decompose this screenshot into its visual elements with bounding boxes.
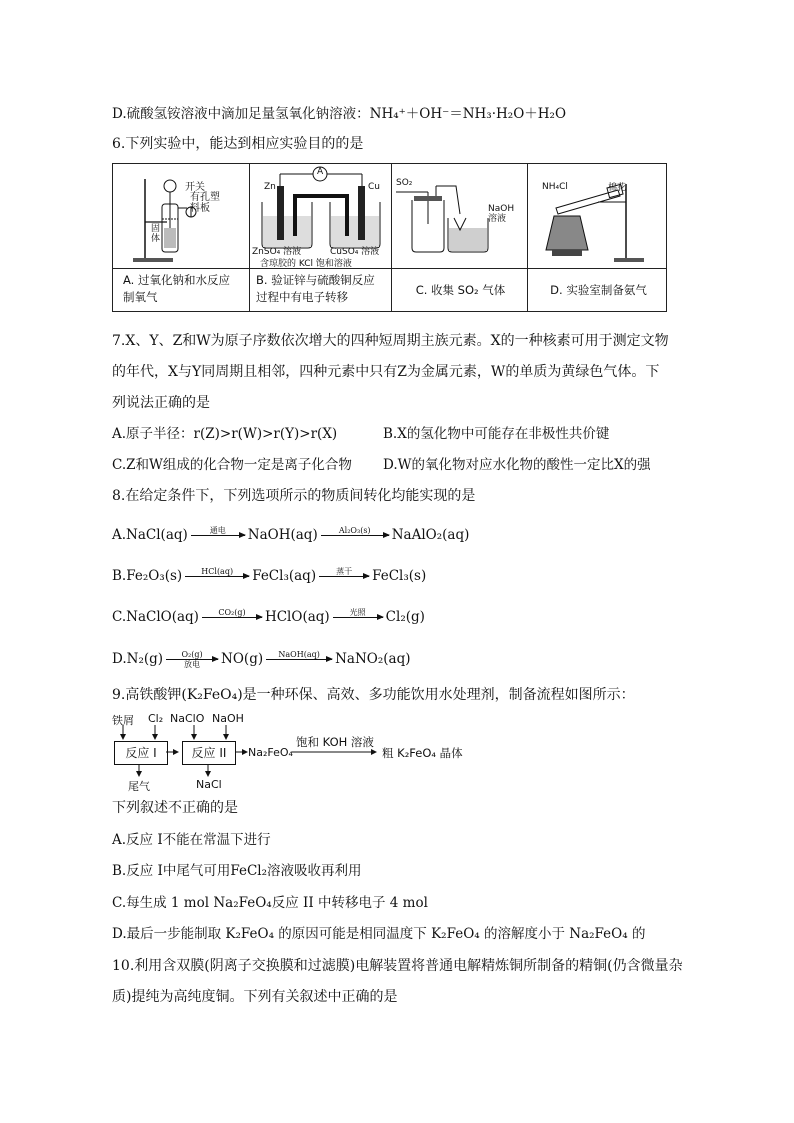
question-7-line-1: 7.X、Y、Z和W为原子序数依次增大的四种短周期主族元素。X的一种核素可用于测定文物: [112, 333, 669, 349]
q6-option-b: B. 验证锌与硫酸铜反应过程中有电子转移: [256, 273, 375, 304]
q6-image-b: [250, 164, 391, 269]
flow-iron: 铁屑: [112, 714, 134, 727]
question-7-line-2: 的年代，X与Y同周期且相邻，四种元素中只有Z为金属元素，W的单质为黄绿色气体。下: [112, 364, 660, 380]
q6-apparatus-table: [112, 163, 667, 312]
q8c-left: C.NaClO(aq): [112, 609, 199, 625]
kipp-apparatus-illustration: [113, 164, 249, 267]
question-7-line-3: 列说法正确的是: [112, 395, 210, 411]
q6-cell-d: [528, 164, 667, 311]
q8b-left: B.Fe₂O₃(s): [112, 568, 183, 584]
flow-naclo: NaClO: [170, 712, 205, 725]
q8c-cond-2: 光照: [349, 607, 366, 617]
label-nh4cl: NH₄Cl: [542, 182, 568, 192]
label-znso4: ZnSO₄ 溶液: [252, 247, 302, 257]
q7-option-c: C.Z和W组成的化合物一定是离子化合物: [112, 457, 352, 473]
q6-cell-b: [250, 164, 392, 311]
q8b-cond-1: HCl(aq): [201, 566, 234, 576]
q8b-mid: FeCl₃(aq): [252, 568, 317, 584]
q6-cell-c: [392, 164, 528, 311]
label-switch: 开关: [185, 182, 205, 193]
q8d-arrow-2: [266, 650, 332, 669]
flow-cl2: Cl₂: [148, 712, 164, 725]
q8-option-c: [112, 604, 425, 630]
flow-reaction-1: 反应 I: [114, 741, 168, 765]
label-salt-bridge: 含琼胶的 KCl 饱和溶液: [260, 259, 352, 269]
q9-option-c: C.每生成 1 mol Na₂FeO₄反应 II 中转移电子 4 mol: [112, 895, 428, 911]
ammonia-preparation-illustration: [528, 164, 667, 267]
label-so2: SO₂: [396, 178, 413, 188]
q9-option-b: B.反应 I中尾气可用FeCl₂溶液吸收再利用: [112, 863, 362, 879]
q8d-cond-1: O₂(g): [181, 649, 203, 659]
q8d-cond-2: NaOH(aq): [278, 649, 320, 659]
q8a-right: NaAlO₂(aq): [391, 527, 470, 543]
question-10-line-1: 10.利用含双膜(阴离子交换膜和过滤膜)电解装置将普通电解精炼铜所制备的精铜(仍含微量杂: [112, 958, 683, 974]
flow-reaction-2: 反应 II: [182, 741, 236, 765]
q8b-cond-2: 蒸干: [336, 566, 353, 576]
q9-flow-diagram: [112, 712, 512, 792]
q8a-left: A.NaCl(aq): [112, 527, 188, 543]
label-plate: 有孔塑料板: [190, 192, 220, 214]
label-ammeter: A: [317, 167, 324, 177]
question-10-line-2: 质)提纯为高纯度铜。下列有关叙述中正确的是: [112, 989, 398, 1005]
q8d-cond-1b: 放电: [184, 659, 201, 669]
q8c-right: Cl₂(g): [385, 609, 425, 625]
label-naoh-solution: NaOH溶液: [488, 204, 515, 224]
label-cotton: 棉花: [608, 183, 627, 193]
q8a-arrow-1: [191, 526, 245, 545]
q6-image-a: [113, 164, 249, 269]
q8-option-d: [112, 644, 411, 674]
q8b-arrow-2: [319, 567, 369, 586]
q8d-left: D.N₂(g): [112, 651, 164, 667]
q5-option-d: D.硫酸氢铵溶液中滴加足量氢氧化钠溶液：NH₄⁺＋OH⁻＝NH₃·H₂O＋H₂O: [112, 106, 567, 122]
flow-nacl: NaCl: [196, 778, 222, 791]
q9-option-a: A.反应 I不能在常温下进行: [112, 832, 271, 848]
q6-image-c: [392, 164, 527, 269]
q6-image-d: [528, 164, 667, 269]
q8a-mid: NaOH(aq): [247, 527, 318, 543]
q8d-arrow-1: [166, 650, 218, 669]
q7-option-d: D.W的氧化物对应水化物的酸性一定比X的强: [383, 457, 651, 473]
label-cu: Cu: [368, 182, 380, 192]
q8c-arrow-1: [202, 608, 262, 627]
flow-waste-gas: 尾气: [128, 780, 150, 793]
question-6-stem: 6.下列实验中，能达到相应实验目的的是: [112, 136, 364, 152]
q8-option-b: [112, 563, 426, 589]
flow-na2feo4: Na₂FeO₄: [248, 746, 293, 759]
q6-option-c: C. 收集 SO₂ 气体: [415, 283, 506, 297]
question-9-stem: 9.高铁酸钾(K₂FeO₄)是一种环保、高效、多功能饮用水处理剂，制备流程如图所示：: [112, 687, 635, 703]
q8d-right: NaNO₂(aq): [335, 651, 411, 667]
q8b-arrow-1: [185, 567, 249, 586]
q8a-cond-2: Al₂O₃(s): [338, 525, 371, 535]
q8c-mid: HClO(aq): [264, 609, 330, 625]
flow-koh: 饱和 KOH 溶液: [296, 735, 374, 749]
q6-option-a: A. 过氧化钠和水反应制氧气: [123, 273, 230, 304]
q8a-arrow-2: [321, 526, 389, 545]
q7-option-b: B.X的氢化物中可能存在非极性共价键: [383, 426, 610, 442]
q8a-cond-1: 通电: [209, 525, 226, 535]
flow-naoh: NaOH: [212, 712, 244, 725]
q9-option-d: D.最后一步能制取 K₂FeO₄ 的原因可能是相同温度下 K₂FeO₄ 的溶解度小于 Na₂FeO₄ 的: [112, 926, 646, 942]
q6-cell-a: [113, 164, 250, 311]
q7-option-a: A.原子半径：r(Z)>r(W)>r(Y)>r(X): [112, 426, 338, 442]
label-solid: 固体: [151, 224, 161, 244]
q8-option-a: [112, 522, 469, 548]
q8b-right: FeCl₃(s): [372, 568, 427, 584]
question-9-prompt: 下列叙述不正确的是: [112, 800, 238, 816]
q8d-mid: NO(g): [221, 651, 264, 667]
q6-option-d: D. 实验室制备氨气: [550, 283, 647, 297]
label-zn: Zn: [264, 182, 276, 192]
flow-product: 粗 K₂FeO₄ 晶体: [382, 746, 463, 760]
q8c-cond-1: CO₂(g): [218, 607, 246, 617]
question-8-stem: 8.在给定条件下，下列选项所示的物质间转化均能实现的是: [112, 488, 476, 504]
q8c-arrow-2: [333, 608, 383, 627]
label-cuso4: CuSO₄ 溶液: [330, 247, 380, 257]
